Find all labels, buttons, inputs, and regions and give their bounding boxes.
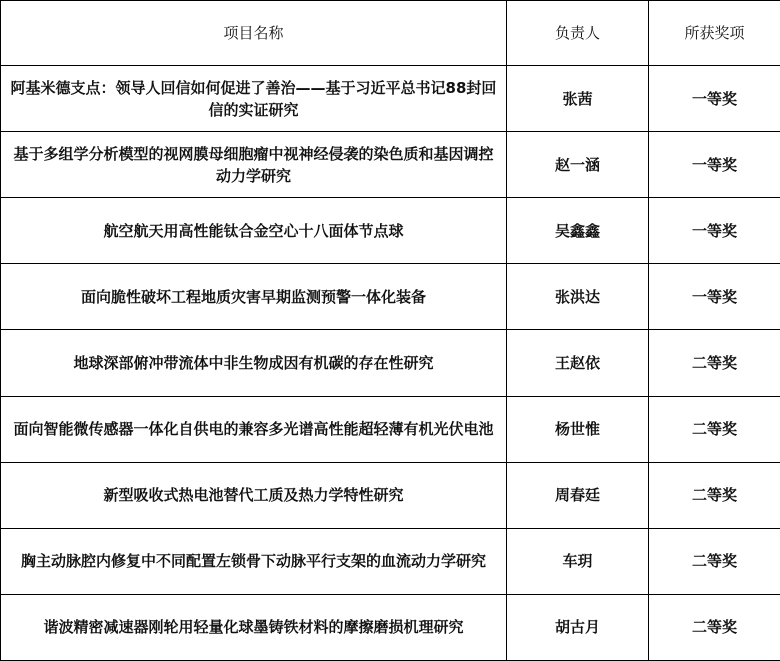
award-cell: 二等奖 [649,396,780,462]
award-cell: 二等奖 [649,594,780,660]
header-row [1,1,780,66]
person-cell: 周春廷 [507,462,649,528]
person-cell: 王赵依 [507,330,649,396]
person-cell: 吴鑫鑫 [507,198,649,264]
table-row [1,330,780,396]
table-row [1,396,780,462]
award-cell: 二等奖 [649,330,780,396]
project-name-cell: 地球深部俯冲带流体中非生物成因有机碳的存在性研究 [1,330,507,396]
award-cell: 二等奖 [649,528,780,594]
project-name-cell: 阿基米德支点：领导人回信如何促进了善治——基于习近平总书记88封回信的实证研究 [1,66,507,132]
table-row [1,528,780,594]
table-row [1,198,780,264]
person-cell: 张茜 [507,66,649,132]
award-cell: 一等奖 [649,132,780,198]
person-cell: 杨世惟 [507,396,649,462]
person-cell: 赵一涵 [507,132,649,198]
table-row [1,264,780,330]
award-cell: 一等奖 [649,198,780,264]
project-name-cell: 新型吸收式热电池替代工质及热力学特性研究 [1,462,507,528]
header-project-name: 项目名称 [1,1,507,66]
header-person: 负责人 [507,1,649,66]
project-name-cell: 航空航天用高性能钛合金空心十八面体节点球 [1,198,507,264]
table-row [1,462,780,528]
person-cell: 张洪达 [507,264,649,330]
award-cell: 一等奖 [649,66,780,132]
award-cell: 一等奖 [649,264,780,330]
person-cell: 车玥 [507,528,649,594]
person-cell: 胡古月 [507,594,649,660]
project-name-cell: 面向脆性破坏工程地质灾害早期监测预警一体化装备 [1,264,507,330]
table-row [1,594,780,660]
table-row [1,66,780,132]
table-row [1,132,780,198]
project-name-cell: 面向智能微传感器一体化自供电的兼容多光谱高性能超轻薄有机光伏电池 [1,396,507,462]
project-name-cell: 胸主动脉腔内修复中不同配置左锁骨下动脉平行支架的血流动力学研究 [1,528,507,594]
project-name-cell: 谐波精密减速器刚轮用轻量化球墨铸铁材料的摩擦磨损机理研究 [1,594,507,660]
project-name-cell: 基于多组学分析模型的视网膜母细胞瘤中视神经侵袭的染色质和基因调控动力学研究 [1,132,507,198]
award-cell: 二等奖 [649,462,780,528]
header-award: 所获奖项 [649,1,780,66]
